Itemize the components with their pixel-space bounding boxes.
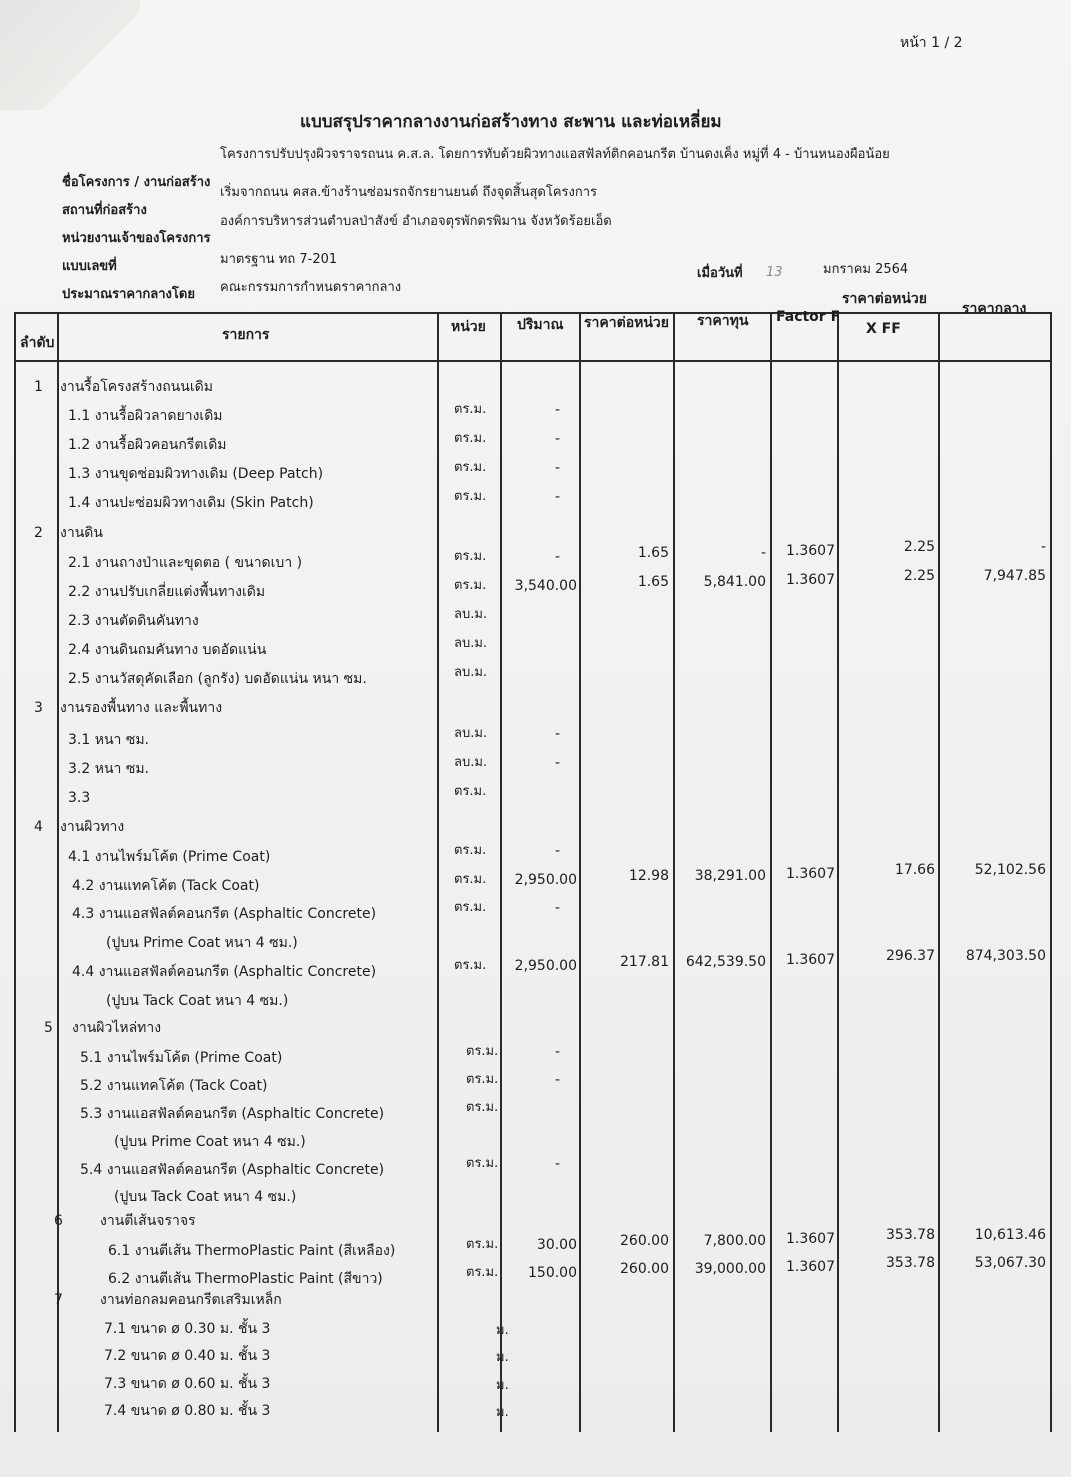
cell-qty: - xyxy=(554,549,560,565)
col-divider-unit xyxy=(500,312,502,1432)
cell-unit-price: 1.65 xyxy=(637,545,669,561)
cell-factor: 1.3607 xyxy=(786,543,835,559)
owner-label: หน่วยงานเจ้าของโครงการ xyxy=(62,231,211,246)
cell-qty: 3,540.00 xyxy=(514,578,577,594)
header-cost: ราคาทุน xyxy=(697,313,749,329)
cell-cost: 5,841.00 xyxy=(703,574,766,590)
cell-unit-price: 260.00 xyxy=(620,1233,669,1249)
table-top-border xyxy=(14,312,1051,314)
col-divider-price xyxy=(673,312,675,1432)
row-number: 4 xyxy=(34,819,43,835)
cell-unit: ลบ.ม. xyxy=(454,636,488,651)
cell-mid-price: 53,067.30 xyxy=(974,1255,1046,1271)
cell-factor: 1.3607 xyxy=(786,1231,835,1247)
section-label: งานรื้อโครงสร้างถนนเดิม xyxy=(60,379,213,395)
date-day: 13 xyxy=(766,265,783,280)
cell-unit: ตร.ม. xyxy=(454,872,487,887)
item-label: 4.1 งานไพร์มโค้ต (Prime Coat) xyxy=(68,849,271,865)
cell-unit: ตร.ม. xyxy=(454,549,487,564)
cell-mid-price: 10,613.46 xyxy=(974,1227,1046,1243)
cell-unit: ตร.ม. xyxy=(466,1237,499,1252)
owner-value: องค์การบริหารส่วนตำบลป่าสังข์ อำเภอจตุรพักตรพิมาน จังหวัดร้อยเอ็ด xyxy=(220,214,612,229)
item-label: 3.3 xyxy=(68,790,91,806)
cell-unit: ตร.ม. xyxy=(454,402,487,417)
item-note: (ปูบน Tack Coat หนา 4 ซม.) xyxy=(114,1189,297,1205)
cell-mid-price: 874,303.50 xyxy=(965,948,1046,964)
header-bottom-border xyxy=(14,360,1051,362)
cell-unit-price-ff: 2.25 xyxy=(903,539,935,555)
header-unit-price: ราคาต่อหน่วย xyxy=(584,315,669,331)
form-value: มาตรฐาน ทถ 7-201 xyxy=(220,252,338,267)
cell-unit-price-ff: 296.37 xyxy=(886,948,935,964)
header-unit-price-ff: ราคาต่อหน่วย xyxy=(842,291,927,307)
header-factor: Factor F xyxy=(776,309,841,325)
section-label: งานท่อกลมคอนกรีตเสริมเหล็ก xyxy=(100,1292,282,1308)
table-right-border xyxy=(1050,312,1052,1432)
item-note: (ปูบน Prime Coat หนา 4 ซม.) xyxy=(114,1134,306,1150)
row-number: 2 xyxy=(34,525,43,541)
cell-unit: ลบ.ม. xyxy=(454,755,488,770)
item-label: 7.2 ขนาด ø 0.40 ม. ชั้น 3 xyxy=(104,1348,271,1364)
section-label: งานตีเส้นจราจร xyxy=(100,1213,196,1229)
section-label: งานรองพื้นทาง และพื้นทาง xyxy=(60,700,223,716)
item-label: 1.1 งานรื้อผิวลาดยางเดิม xyxy=(68,408,223,424)
cell-cost: 642,539.50 xyxy=(685,954,766,970)
row-number: 6 xyxy=(54,1213,63,1229)
cell-unit: ตร.ม. xyxy=(466,1044,499,1059)
cell-cost: 7,800.00 xyxy=(703,1233,766,1249)
item-label: 4.4 งานแอสฟัลต์คอนกรีต (Asphaltic Concrete) xyxy=(72,964,377,980)
cell-unit-price: 12.98 xyxy=(628,868,669,884)
section-label: งานผิวทาง xyxy=(60,819,125,835)
estimator-value: คณะกรรมการกำหนดราคากลาง xyxy=(220,280,402,295)
cell-qty: 150.00 xyxy=(528,1265,577,1281)
document-title: แบบสรุปราคากลางงานก่อสร้างทาง สะพาน และท่อเหลี่ยม xyxy=(300,112,722,132)
item-label: 4.3 งานแอสฟัลต์คอนกรีต (Asphaltic Concrete) xyxy=(72,906,377,922)
cell-unit: ม. xyxy=(496,1323,509,1338)
cell-factor: 1.3607 xyxy=(786,1259,835,1275)
section-label: งานดิน xyxy=(60,525,103,541)
form-label: แบบเลขที่ xyxy=(62,259,117,274)
cell-unit-price-ff: 353.78 xyxy=(886,1255,935,1271)
cell-unit: ตร.ม. xyxy=(466,1072,499,1087)
cell-cost: - xyxy=(760,545,766,561)
project-value: โครงการปรับปรุงผิวจราจรถนน ค.ส.ล. โดยการทับด้วยผิวทางแอสฟัลท์ติกคอนกรีต บ้านดงเค็ง หมู่ที่ 4 - บ้านหนองผือน้อย xyxy=(220,147,890,162)
row-number: 3 xyxy=(34,700,43,716)
project-label: ชื่อโครงการ / งานก่อสร้าง xyxy=(62,175,211,190)
cell-qty: - xyxy=(554,843,560,859)
item-label: 3.2 หนา ซม. xyxy=(68,761,150,777)
cell-qty: - xyxy=(554,1072,560,1088)
item-note: (ปูบน Tack Coat หนา 4 ซม.) xyxy=(106,993,289,1009)
cell-unit: ตร.ม. xyxy=(466,1100,499,1115)
cell-unit: ตร.ม. xyxy=(454,431,487,446)
cell-mid-price: 52,102.56 xyxy=(974,862,1046,878)
item-label: 1.4 งานปะซ่อมผิวทางเดิม (Skin Patch) xyxy=(68,495,314,511)
header-no: ลำดับ xyxy=(20,335,55,351)
header-item: รายการ xyxy=(222,327,270,343)
item-label: 1.3 งานขุดซ่อมผิวทางเดิม (Deep Patch) xyxy=(68,466,324,482)
col-divider-no xyxy=(57,312,59,1432)
section-label: งานผิวไหล่ทาง xyxy=(72,1020,162,1036)
cell-unit: ตร.ม. xyxy=(454,958,487,973)
cell-qty: 30.00 xyxy=(536,1237,577,1253)
item-label: 6.2 งานตีเส้น ThermoPlastic Paint (สีขาว) xyxy=(108,1271,383,1287)
date-label: เมื่อวันที่ xyxy=(697,266,743,281)
cell-unit: ตร.ม. xyxy=(466,1156,499,1171)
item-label: 5.3 งานแอสฟัลต์คอนกรีต (Asphaltic Concrete) xyxy=(80,1106,385,1122)
item-label: 6.1 งานตีเส้น ThermoPlastic Paint (สีเหลือง) xyxy=(108,1243,396,1259)
item-label: 2.4 งานดินถมคันทาง บดอัดแน่น xyxy=(68,642,267,658)
cell-unit: ตร.ม. xyxy=(454,784,487,799)
col-divider-pff xyxy=(938,312,940,1432)
cell-unit-price: 1.65 xyxy=(637,574,669,590)
cell-qty: - xyxy=(554,402,560,418)
cell-unit-price-ff: 2.25 xyxy=(903,568,935,584)
cell-unit: ตร.ม. xyxy=(454,489,487,504)
cell-factor: 1.3607 xyxy=(786,952,835,968)
cell-qty: - xyxy=(554,460,560,476)
cell-unit-price: 217.81 xyxy=(620,954,669,970)
item-label: 1.2 งานรื้อผิวคอนกรีตเดิม xyxy=(68,437,227,453)
item-label: 2.1 งานถางป่าและขุดตอ ( ขนาดเบา ) xyxy=(68,555,303,571)
item-label: 5.1 งานไพร์มโค้ต (Prime Coat) xyxy=(80,1050,283,1066)
cell-unit: ลบ.ม. xyxy=(454,665,488,680)
cell-cost: 38,291.00 xyxy=(694,868,766,884)
cell-unit-price-ff: 353.78 xyxy=(886,1227,935,1243)
table-left-border xyxy=(14,312,16,1432)
cell-unit: ตร.ม. xyxy=(454,578,487,593)
cell-qty: - xyxy=(554,755,560,771)
item-label: 3.1 หนา ซม. xyxy=(68,732,150,748)
cell-unit: ม. xyxy=(496,1405,509,1420)
item-label: 2.2 งานปรับเกลี่ยแต่งพื้นทางเดิม xyxy=(68,584,266,600)
date-month-year: มกราคม 2564 xyxy=(823,262,909,277)
cell-qty: - xyxy=(554,1156,560,1172)
cell-qty: 2,950.00 xyxy=(514,958,577,974)
cell-factor: 1.3607 xyxy=(786,866,835,882)
cell-unit: ม. xyxy=(496,1378,509,1393)
row-number: 7 xyxy=(54,1292,63,1308)
item-label: 7.4 ขนาด ø 0.80 ม. ชั้น 3 xyxy=(104,1403,271,1419)
cell-qty: - xyxy=(554,900,560,916)
item-label: 2.3 งานตัดดินคันทาง xyxy=(68,613,199,629)
header-qty: ปริมาณ xyxy=(517,317,564,333)
cell-unit: ตร.ม. xyxy=(466,1265,499,1280)
col-divider-qty xyxy=(579,312,581,1432)
cell-unit: ตร.ม. xyxy=(454,843,487,858)
cell-unit: ม. xyxy=(496,1350,509,1365)
cell-unit: ตร.ม. xyxy=(454,460,487,475)
cell-mid-price: 7,947.85 xyxy=(983,568,1046,584)
item-label: 7.1 ขนาด ø 0.30 ม. ชั้น 3 xyxy=(104,1321,271,1337)
col-divider-cost xyxy=(770,312,772,1432)
item-label: 7.3 ขนาด ø 0.60 ม. ชั้น 3 xyxy=(104,1376,271,1392)
cell-qty: - xyxy=(554,726,560,742)
item-label: 2.5 งานวัสดุคัดเลือก (ลูกรัง) บดอัดแน่น หนา ซม. xyxy=(68,671,367,687)
item-label: 5.4 งานแอสฟัลต์คอนกรีต (Asphaltic Concrete) xyxy=(80,1162,385,1178)
cell-unit-price-ff: 17.66 xyxy=(894,862,935,878)
location-label: สถานที่ก่อสร้าง xyxy=(62,203,147,218)
cell-unit: ลบ.ม. xyxy=(454,726,488,741)
cell-mid-price: - xyxy=(1040,539,1046,555)
cell-qty: - xyxy=(554,431,560,447)
cell-qty: - xyxy=(554,489,560,505)
estimator-label: ประมาณราคากลางโดย xyxy=(62,287,195,302)
cell-unit-price: 260.00 xyxy=(620,1261,669,1277)
header-unit: หน่วย xyxy=(451,319,486,335)
item-note: (ปูบน Prime Coat หนา 4 ซม.) xyxy=(106,935,298,951)
header-mid-price: ราคากลาง xyxy=(962,301,1027,317)
cell-cost: 39,000.00 xyxy=(694,1261,766,1277)
item-label: 5.2 งานแทคโค้ต (Tack Coat) xyxy=(80,1078,268,1094)
cell-qty: - xyxy=(554,1044,560,1060)
cell-unit: ตร.ม. xyxy=(454,900,487,915)
row-number: 1 xyxy=(34,379,43,395)
item-label: 4.2 งานแทคโค้ต (Tack Coat) xyxy=(72,878,260,894)
cell-unit: ลบ.ม. xyxy=(454,607,488,622)
cell-factor: 1.3607 xyxy=(786,572,835,588)
cell-qty: 2,950.00 xyxy=(514,872,577,888)
location-value: เริ่มจากถนน คสล.ข้างร้านซ่อมรถจักรยานยนต์ ถึงจุดสิ้นสุดโครงการ xyxy=(220,185,598,200)
col-divider-item xyxy=(437,312,439,1432)
header-x-ff: X FF xyxy=(866,321,901,337)
col-divider-factor xyxy=(837,312,839,1432)
page-number: หน้า 1 / 2 xyxy=(900,35,963,51)
paper-fold-shadow xyxy=(0,0,140,110)
row-number: 5 xyxy=(44,1020,53,1036)
